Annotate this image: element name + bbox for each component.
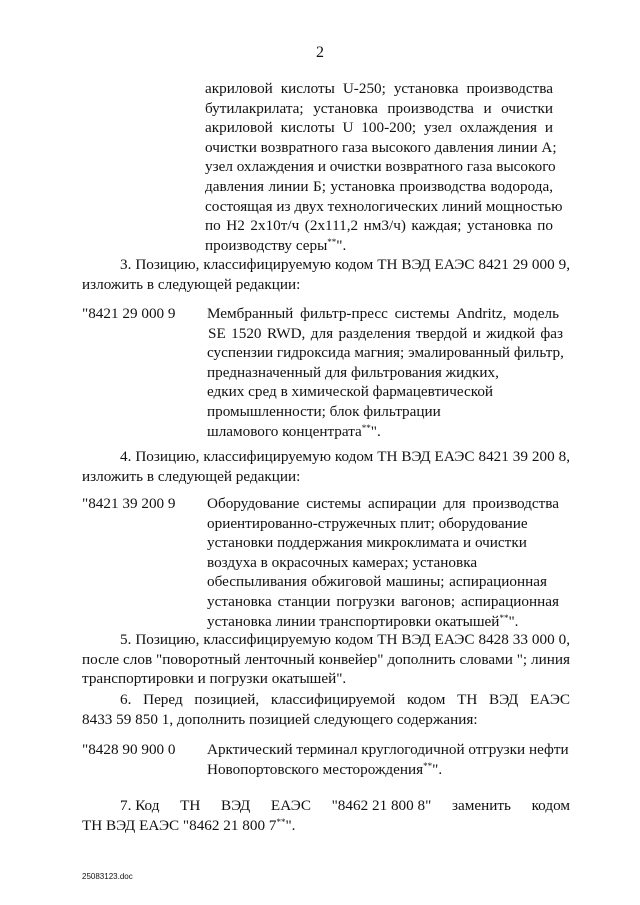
text-line: 6. Перед позицией, классифицируемой кодом ТН ВЭД ЕАЭС bbox=[120, 691, 570, 708]
text-line: суспензии гидроксида магния; эмалированный фильтр, bbox=[207, 344, 564, 362]
text-line: изложить в следующей редакции: bbox=[82, 275, 301, 293]
paragraph-7-line-2: ТН ВЭД ЕАЭС "8462 21 800 7**". bbox=[82, 817, 296, 834]
text-line: обеспыливания обжиговой машины; аспирационная bbox=[207, 573, 547, 591]
footnote-mark: ** bbox=[276, 817, 286, 827]
text-line: акриловой кислоты U-250; установка производства bbox=[205, 80, 553, 97]
text-line: едких сред в химической фармацевтической bbox=[207, 383, 494, 401]
footnote-mark: ** bbox=[423, 760, 433, 771]
footnote-mark: ** bbox=[361, 422, 371, 433]
text-line: Мембранный фильтр-пресс системы Andritz, модель bbox=[207, 305, 559, 322]
text-line: установки поддержания микроклимата и очистки bbox=[207, 534, 527, 552]
page-number: 2 bbox=[316, 44, 324, 61]
text-line: предназначенный для фильтрования жидких, bbox=[207, 363, 499, 381]
word: ТН bbox=[180, 797, 201, 814]
paragraph-4 bbox=[82, 447, 570, 486]
text-line: давления линии Б; установка производства водорода, bbox=[205, 177, 553, 195]
text-line: 8433 59 850 1, дополнить позицией следующего содержания: bbox=[82, 710, 478, 728]
position-description bbox=[207, 740, 571, 779]
tnved-code: "8421 29 000 9 bbox=[82, 305, 176, 322]
position-description bbox=[207, 304, 563, 441]
text-line: воздуха в окрасочных камерах; установка bbox=[207, 553, 478, 571]
paragraph-7-line-1 bbox=[82, 796, 570, 816]
text-line: промышленности; блок фильтрации bbox=[207, 402, 441, 420]
word: кодом bbox=[531, 797, 570, 814]
text-line: 4. Позицию, классифицируемую кодом ТН ВЭД ЕАЭС 8421 39 200 8, bbox=[120, 448, 570, 465]
text-line: очистки возвратного газа высокого давления линии А; bbox=[205, 138, 557, 156]
text-line: состоящая из двух технологических линий мощностью bbox=[205, 197, 563, 215]
word: заменить bbox=[452, 797, 511, 814]
footnote-mark: ** bbox=[327, 236, 337, 247]
text-line: SE 1520 RWD, для разделения твердой и жидкой фаз bbox=[208, 324, 563, 342]
paragraph-5 bbox=[82, 630, 570, 689]
word: ЕАЭС bbox=[270, 797, 311, 814]
text-line-last: Новопортовского месторождения**". bbox=[207, 760, 443, 778]
word: ВЭД bbox=[221, 797, 251, 814]
continuation-block bbox=[205, 79, 563, 255]
text-line: бутилакрилата; установка производства и очистки bbox=[205, 99, 553, 117]
text-line: Арктический терминал круглогодичной отгрузки нефти bbox=[207, 741, 569, 758]
text-line: после слов "поворотный ленточный конвейер" дополнить словами "; линия bbox=[82, 650, 570, 668]
text-line: установка станции погрузки вагонов; аспирационная bbox=[207, 592, 559, 610]
text-line: изложить в следующей редакции: bbox=[82, 467, 301, 485]
word: 7. Код bbox=[120, 797, 160, 814]
text-line-last: установка линии транспортировки окатышей**". bbox=[207, 612, 519, 630]
paragraph-3 bbox=[82, 255, 570, 294]
text-line-last: шламового концентрата**". bbox=[207, 422, 381, 440]
text-line: по Н2 2х10т/ч (2х111,2 нм3/ч) каждая; установка по bbox=[205, 217, 553, 235]
text-line: ориентированно-стружечных плит; оборудование bbox=[207, 514, 528, 532]
text-line: 3. Позицию, классифицируемую кодом ТН ВЭД ЕАЭС 8421 29 000 9, bbox=[120, 256, 570, 273]
word: "8462 21 800 8" bbox=[331, 797, 432, 814]
text-line: акриловой кислоты U 100-200; узел охлаждения и bbox=[205, 119, 553, 137]
text-line: транспортировки и погрузки окатышей". bbox=[82, 670, 347, 688]
footnote-mark: ** bbox=[499, 612, 509, 623]
position-description bbox=[207, 494, 559, 631]
tnved-code: "8428 90 900 0 bbox=[82, 741, 176, 758]
document-filename: 25083123.doc bbox=[82, 872, 133, 881]
paragraph-6 bbox=[82, 690, 570, 729]
text-line-last: производству серы**". bbox=[205, 236, 347, 254]
text-line: узел охлаждения и очистки возвратного газа высокого bbox=[205, 158, 556, 176]
text-line: 5. Позицию, классифицируемую кодом ТН ВЭД ЕАЭС 8428 33 000 0, bbox=[120, 631, 570, 648]
tnved-code: "8421 39 200 9 bbox=[82, 495, 176, 512]
text-line: Оборудование системы аспирации для производства bbox=[207, 495, 559, 512]
